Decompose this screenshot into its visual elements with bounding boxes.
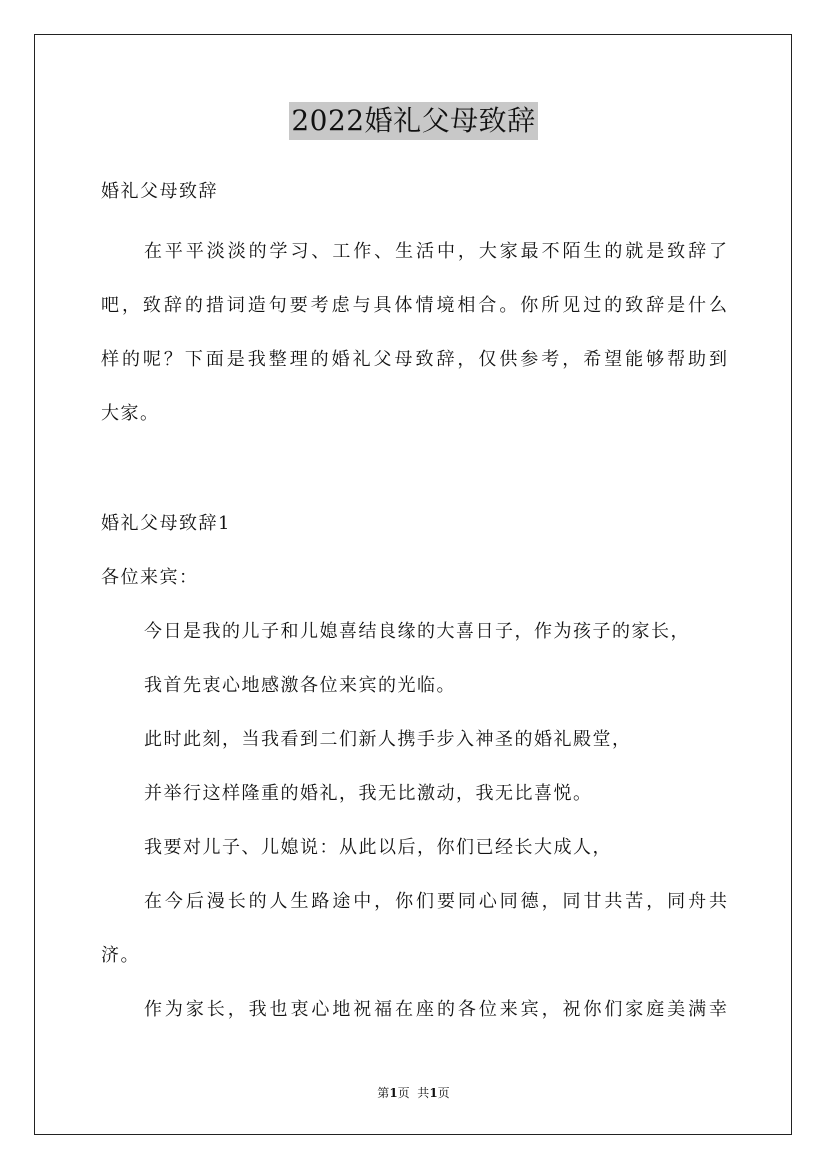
body-line: 作为家长，我也衷心地祝福在座的各位来宾，祝你们家庭美满幸 bbox=[144, 999, 727, 1020]
title-block bbox=[0, 102, 827, 140]
footer-page-total: 1 bbox=[429, 1086, 438, 1100]
intro-line: 在平平淡淡的学习、工作、生活中，大家最不陌生的就是致辞了 bbox=[144, 241, 727, 262]
heading: 婚礼父母致辞 bbox=[101, 181, 218, 202]
intro-line: 样的呢？下面是我整理的婚礼父母致辞，仅供参考，希望能够帮助到 bbox=[101, 349, 727, 370]
body-line: 济。 bbox=[101, 945, 140, 966]
salutation: 各位来宾： bbox=[101, 567, 199, 588]
intro-line: 吧，致辞的措词造句要考虑与具体情境相合。你所见过的致辞是什么 bbox=[101, 295, 727, 316]
footer-suffix: 页 bbox=[437, 1086, 450, 1100]
body-line: 我要对儿子、儿媳说：从此以后，你们已经长大成人， bbox=[144, 837, 612, 858]
body-line: 在今后漫长的人生路途中，你们要同心同德，同甘共苦，同舟共 bbox=[144, 891, 727, 912]
document-title: 2022婚礼父母致辞 bbox=[289, 102, 537, 140]
page-footer bbox=[0, 1085, 827, 1101]
footer-page-number: 1 bbox=[389, 1086, 398, 1100]
footer-mid: 页 共 bbox=[397, 1086, 430, 1100]
body-line: 今日是我的儿子和儿媳喜结良缘的大喜日子，作为孩子的家长， bbox=[144, 621, 690, 642]
document-body bbox=[101, 172, 727, 1023]
body-line: 我首先衷心地感激各位来宾的光临。 bbox=[144, 675, 456, 696]
body-line: 并举行这样隆重的婚礼，我无比激动，我无比喜悦。 bbox=[144, 783, 593, 804]
intro-line: 大家。 bbox=[101, 403, 160, 424]
footer-prefix: 第 bbox=[377, 1086, 390, 1100]
section-heading: 婚礼父母致辞1 bbox=[101, 513, 231, 534]
body-line: 此时此刻，当我看到二们新人携手步入神圣的婚礼殿堂， bbox=[144, 729, 632, 750]
